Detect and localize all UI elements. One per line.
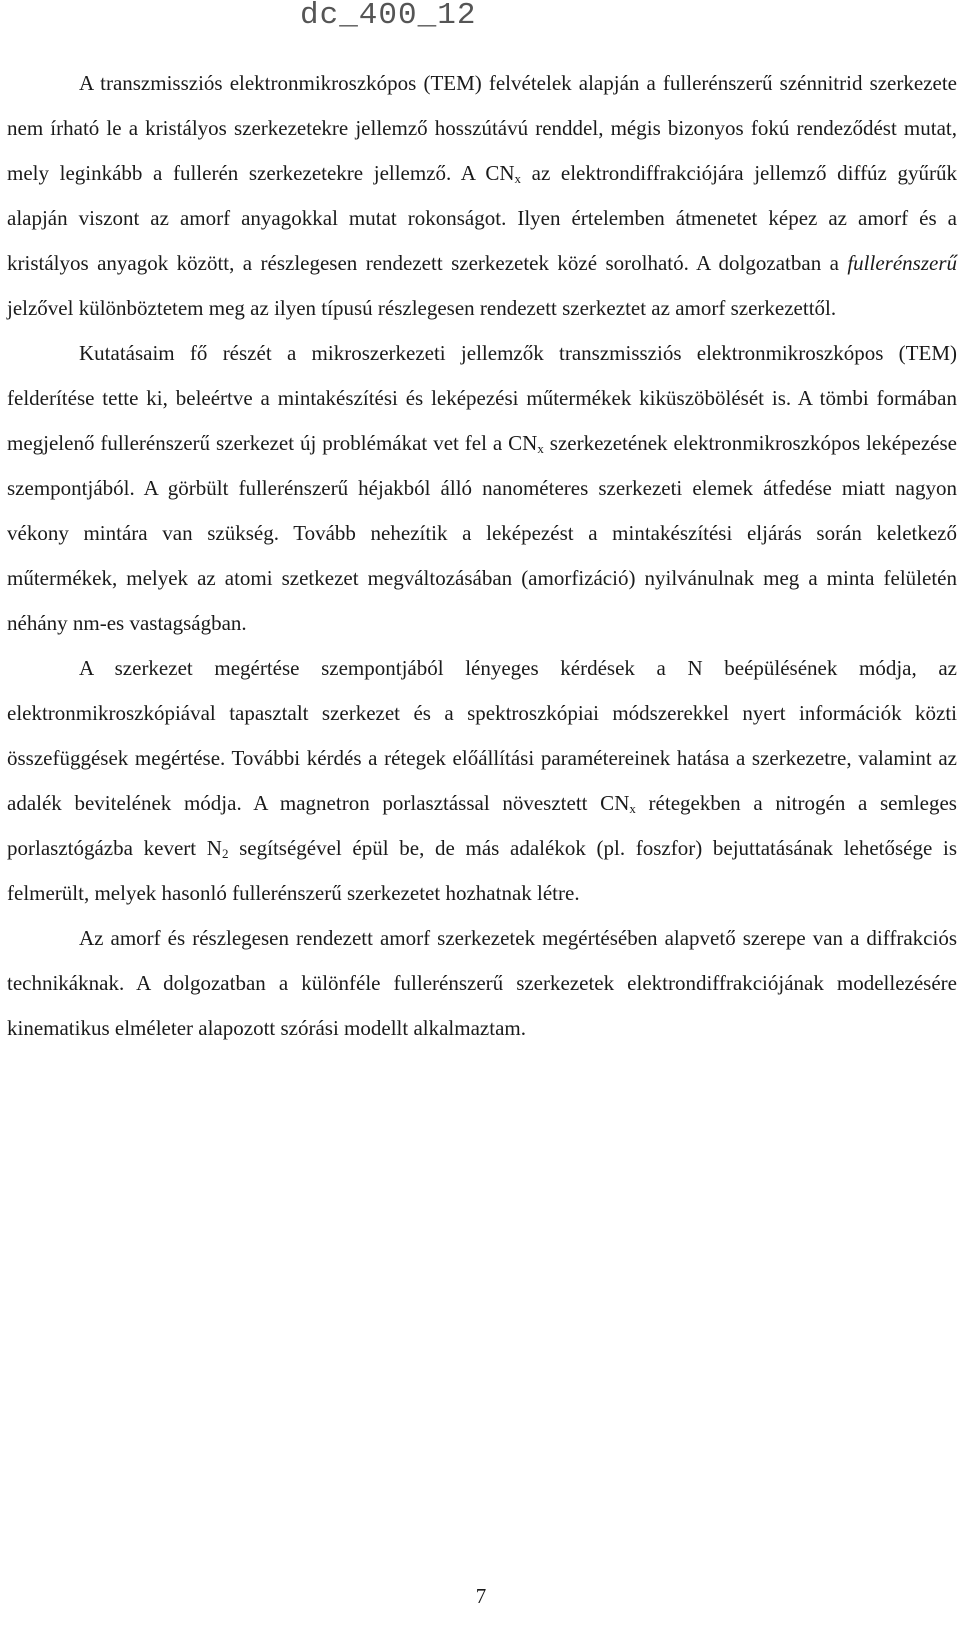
subscript-2: 2 [221, 846, 229, 861]
subscript-x: x [514, 171, 522, 186]
text-run: Az amorf és részlegesen rendezett amorf szerkezetek megértésében alapvető szerepe van a diffrakciós technikáknak. A dolgozatban a különféle fullerénszerű szerkezetek elektrondiffrakciójának modellezésére kinematikus elméleter alapozott szórási modellt alkalmaztam. [7, 926, 957, 1040]
text-run: rétegekben a nitrogén a semleges porlasztógázba kevert N [7, 791, 957, 860]
paragraph-1 [7, 61, 957, 331]
paragraph-2 [7, 331, 957, 646]
italic-term: fullerénszerű [847, 251, 957, 275]
paragraph-4 [7, 916, 957, 1051]
body-text [7, 61, 957, 1051]
text-run: az elektrondiffrakciójára jellemző diffúz gyűrűk alapján viszont az amorf anyagokkal mutat rokonságot. Ilyen értelemben átmenetet képez az amorf és a kristályos anyagok között, a részlegesen rendezett szerkezetek közé sorolható. A dolgozatban a [7, 161, 957, 275]
document-code-header: dc_400_12 [300, 0, 477, 33]
text-run: Kutatásaim fő részét a mikroszerkezeti jellemzők transzmissziós elektronmikroszkópos (TEM) felderítése tette ki, beleértve a mintakészítési és leképezési műtermékek kiküszöbölését is. A tömbi formában megjelenő fullerénszerű szerkezet új problémákat vet fel a CN [7, 341, 957, 455]
text-run: A transzmissziós elektronmikroszkópos (TEM) felvételek alapján a fullerénszerű szénnitrid szerkezete nem írható le a kristályos szerkezetekre jellemző hosszútávú renddel, mégis bizonyos fokú rendeződést mutat, mely leginkább a fullerén szerkezetekre jellemző. A CN [7, 71, 957, 185]
subscript-x: x [629, 801, 636, 816]
text-run: szerkezetének elektronmikroszkópos leképezése szempontjából. A görbült fullerénszerű héjakból álló nanométeres szerkezeti elemek átfedése miatt nagyon vékony mintára van szükség. Tovább nehezítik a leképezést a mintakészítési eljárás során keletkező műtermékek, melyek az atomi szetkezet megváltozásában (amorfizáció) nyilvánulnak meg a minta felületén néhány nm-es vastagságban. [7, 431, 957, 635]
subscript-x: x [537, 441, 544, 456]
paragraph-3 [7, 646, 957, 916]
text-run: jelzővel különböztetem meg az ilyen típusú részlegesen rendezett szerkeztet az amorf szerkezettől. [7, 296, 837, 320]
text-run: A szerkezet megértése szempontjából lényeges kérdések a N beépülésének módja, az elektronmikroszkópiával tapasztalt szerkezet és a spektroszkópiai módszerekkel nyert információk közti összefüggések megértése. További kérdés a rétegek előállítási paramétereinek hatása a szerkezetre, valamint az adalék bevitelének módja. A magnetron porlasztással növesztett CN [7, 656, 957, 815]
page-number: 7 [475, 1584, 487, 1608]
text-run: segítségével épül be, de más adalékok (pl. foszfor) bejuttatásának lehetősége is felmerült, melyek hasonló fullerénszerű szerkezetet hozhatnak létre. [7, 836, 957, 905]
